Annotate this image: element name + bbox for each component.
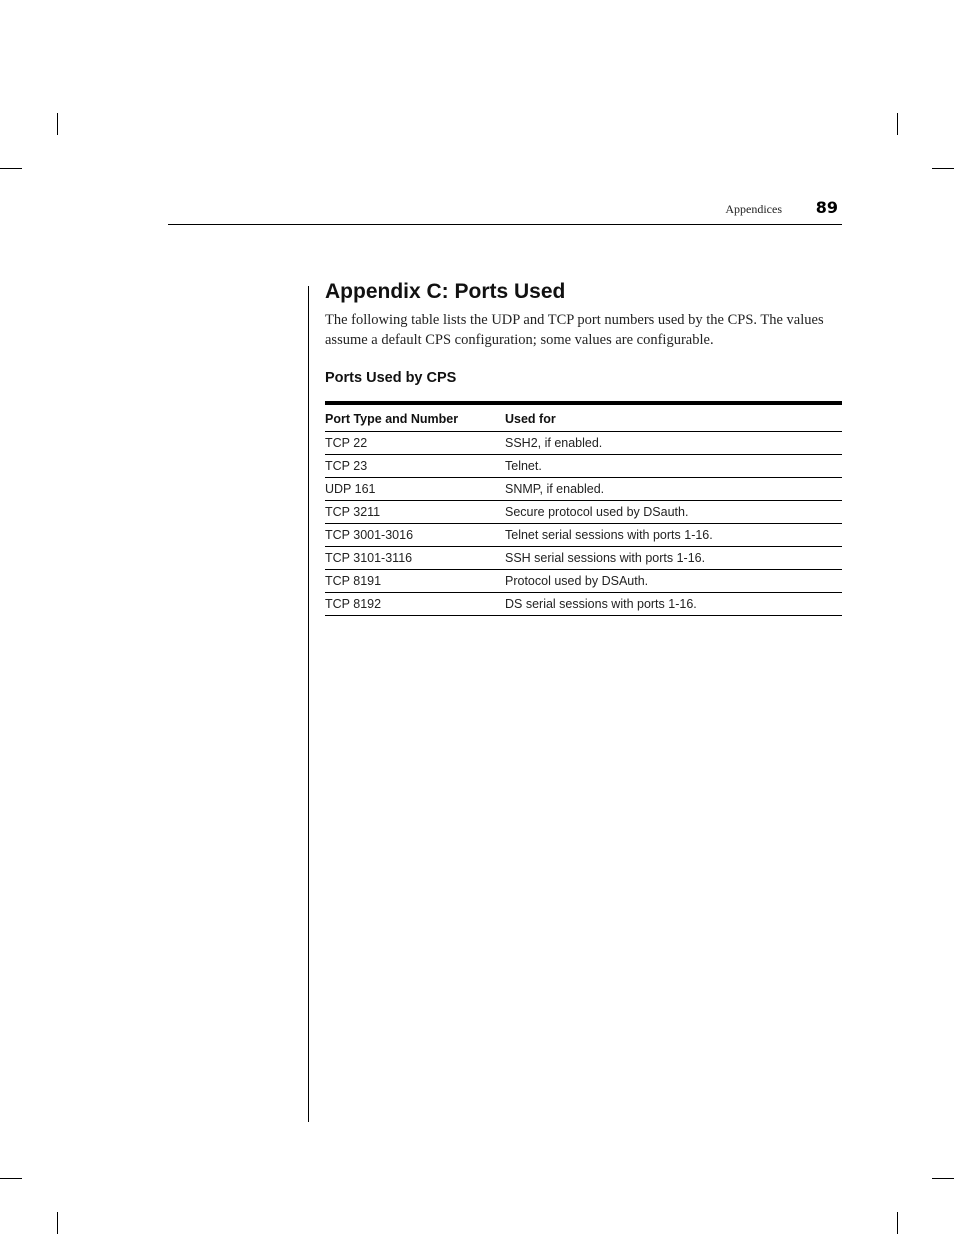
- table-row: [325, 478, 842, 501]
- running-head-section: Appendices: [725, 202, 782, 216]
- port-cell: TCP 22: [325, 432, 505, 455]
- port-cell: TCP 3001-3016: [325, 524, 505, 547]
- ports-table: [325, 401, 842, 616]
- crop-mark-top-left-horizontal: [0, 168, 22, 169]
- column-header-used-for: Used for: [505, 403, 842, 432]
- table-row: [325, 524, 842, 547]
- table-row: [325, 570, 842, 593]
- used-for-cell: SSH serial sessions with ports 1-16.: [505, 547, 842, 570]
- used-for-cell: DS serial sessions with ports 1-16.: [505, 593, 842, 616]
- table-row: [325, 593, 842, 616]
- crop-mark-top-left-vertical: [57, 113, 58, 135]
- margin-rule: [308, 286, 309, 1122]
- port-cell: TCP 8192: [325, 593, 505, 616]
- crop-mark-top-right-horizontal: [932, 168, 954, 169]
- table-title: Ports Used by CPS: [325, 370, 457, 386]
- used-for-cell: Telnet.: [505, 455, 842, 478]
- page-number: 89: [815, 198, 838, 217]
- page-title: Appendix C: Ports Used: [325, 280, 566, 303]
- table-row: [325, 432, 842, 455]
- table-row: [325, 547, 842, 570]
- port-cell: UDP 161: [325, 478, 505, 501]
- main-content: [325, 278, 842, 616]
- used-for-cell: Secure protocol used by DSauth.: [505, 501, 842, 524]
- used-for-cell: SSH2, if enabled.: [505, 432, 842, 455]
- used-for-cell: Protocol used by DSAuth.: [505, 570, 842, 593]
- used-for-cell: SNMP, if enabled.: [505, 478, 842, 501]
- crop-mark-bottom-left-vertical: [57, 1212, 58, 1234]
- port-cell: TCP 3101-3116: [325, 547, 505, 570]
- port-cell: TCP 23: [325, 455, 505, 478]
- intro-paragraph: The following table lists the UDP and TCP port numbers used by the CPS. The values assume a default CPS configuration; some values are configurable.: [325, 312, 824, 348]
- crop-mark-bottom-left-horizontal: [0, 1178, 22, 1179]
- crop-mark-bottom-right-vertical: [897, 1212, 898, 1234]
- port-cell: TCP 8191: [325, 570, 505, 593]
- table-row: [325, 501, 842, 524]
- used-for-cell: Telnet serial sessions with ports 1-16.: [505, 524, 842, 547]
- crop-mark-top-right-vertical: [897, 113, 898, 135]
- crop-mark-bottom-right-horizontal: [932, 1178, 954, 1179]
- column-header-port: Port Type and Number: [325, 403, 505, 432]
- port-cell: TCP 3211: [325, 501, 505, 524]
- table-header-row: [325, 403, 842, 432]
- table-row: [325, 455, 842, 478]
- running-head: [168, 196, 842, 225]
